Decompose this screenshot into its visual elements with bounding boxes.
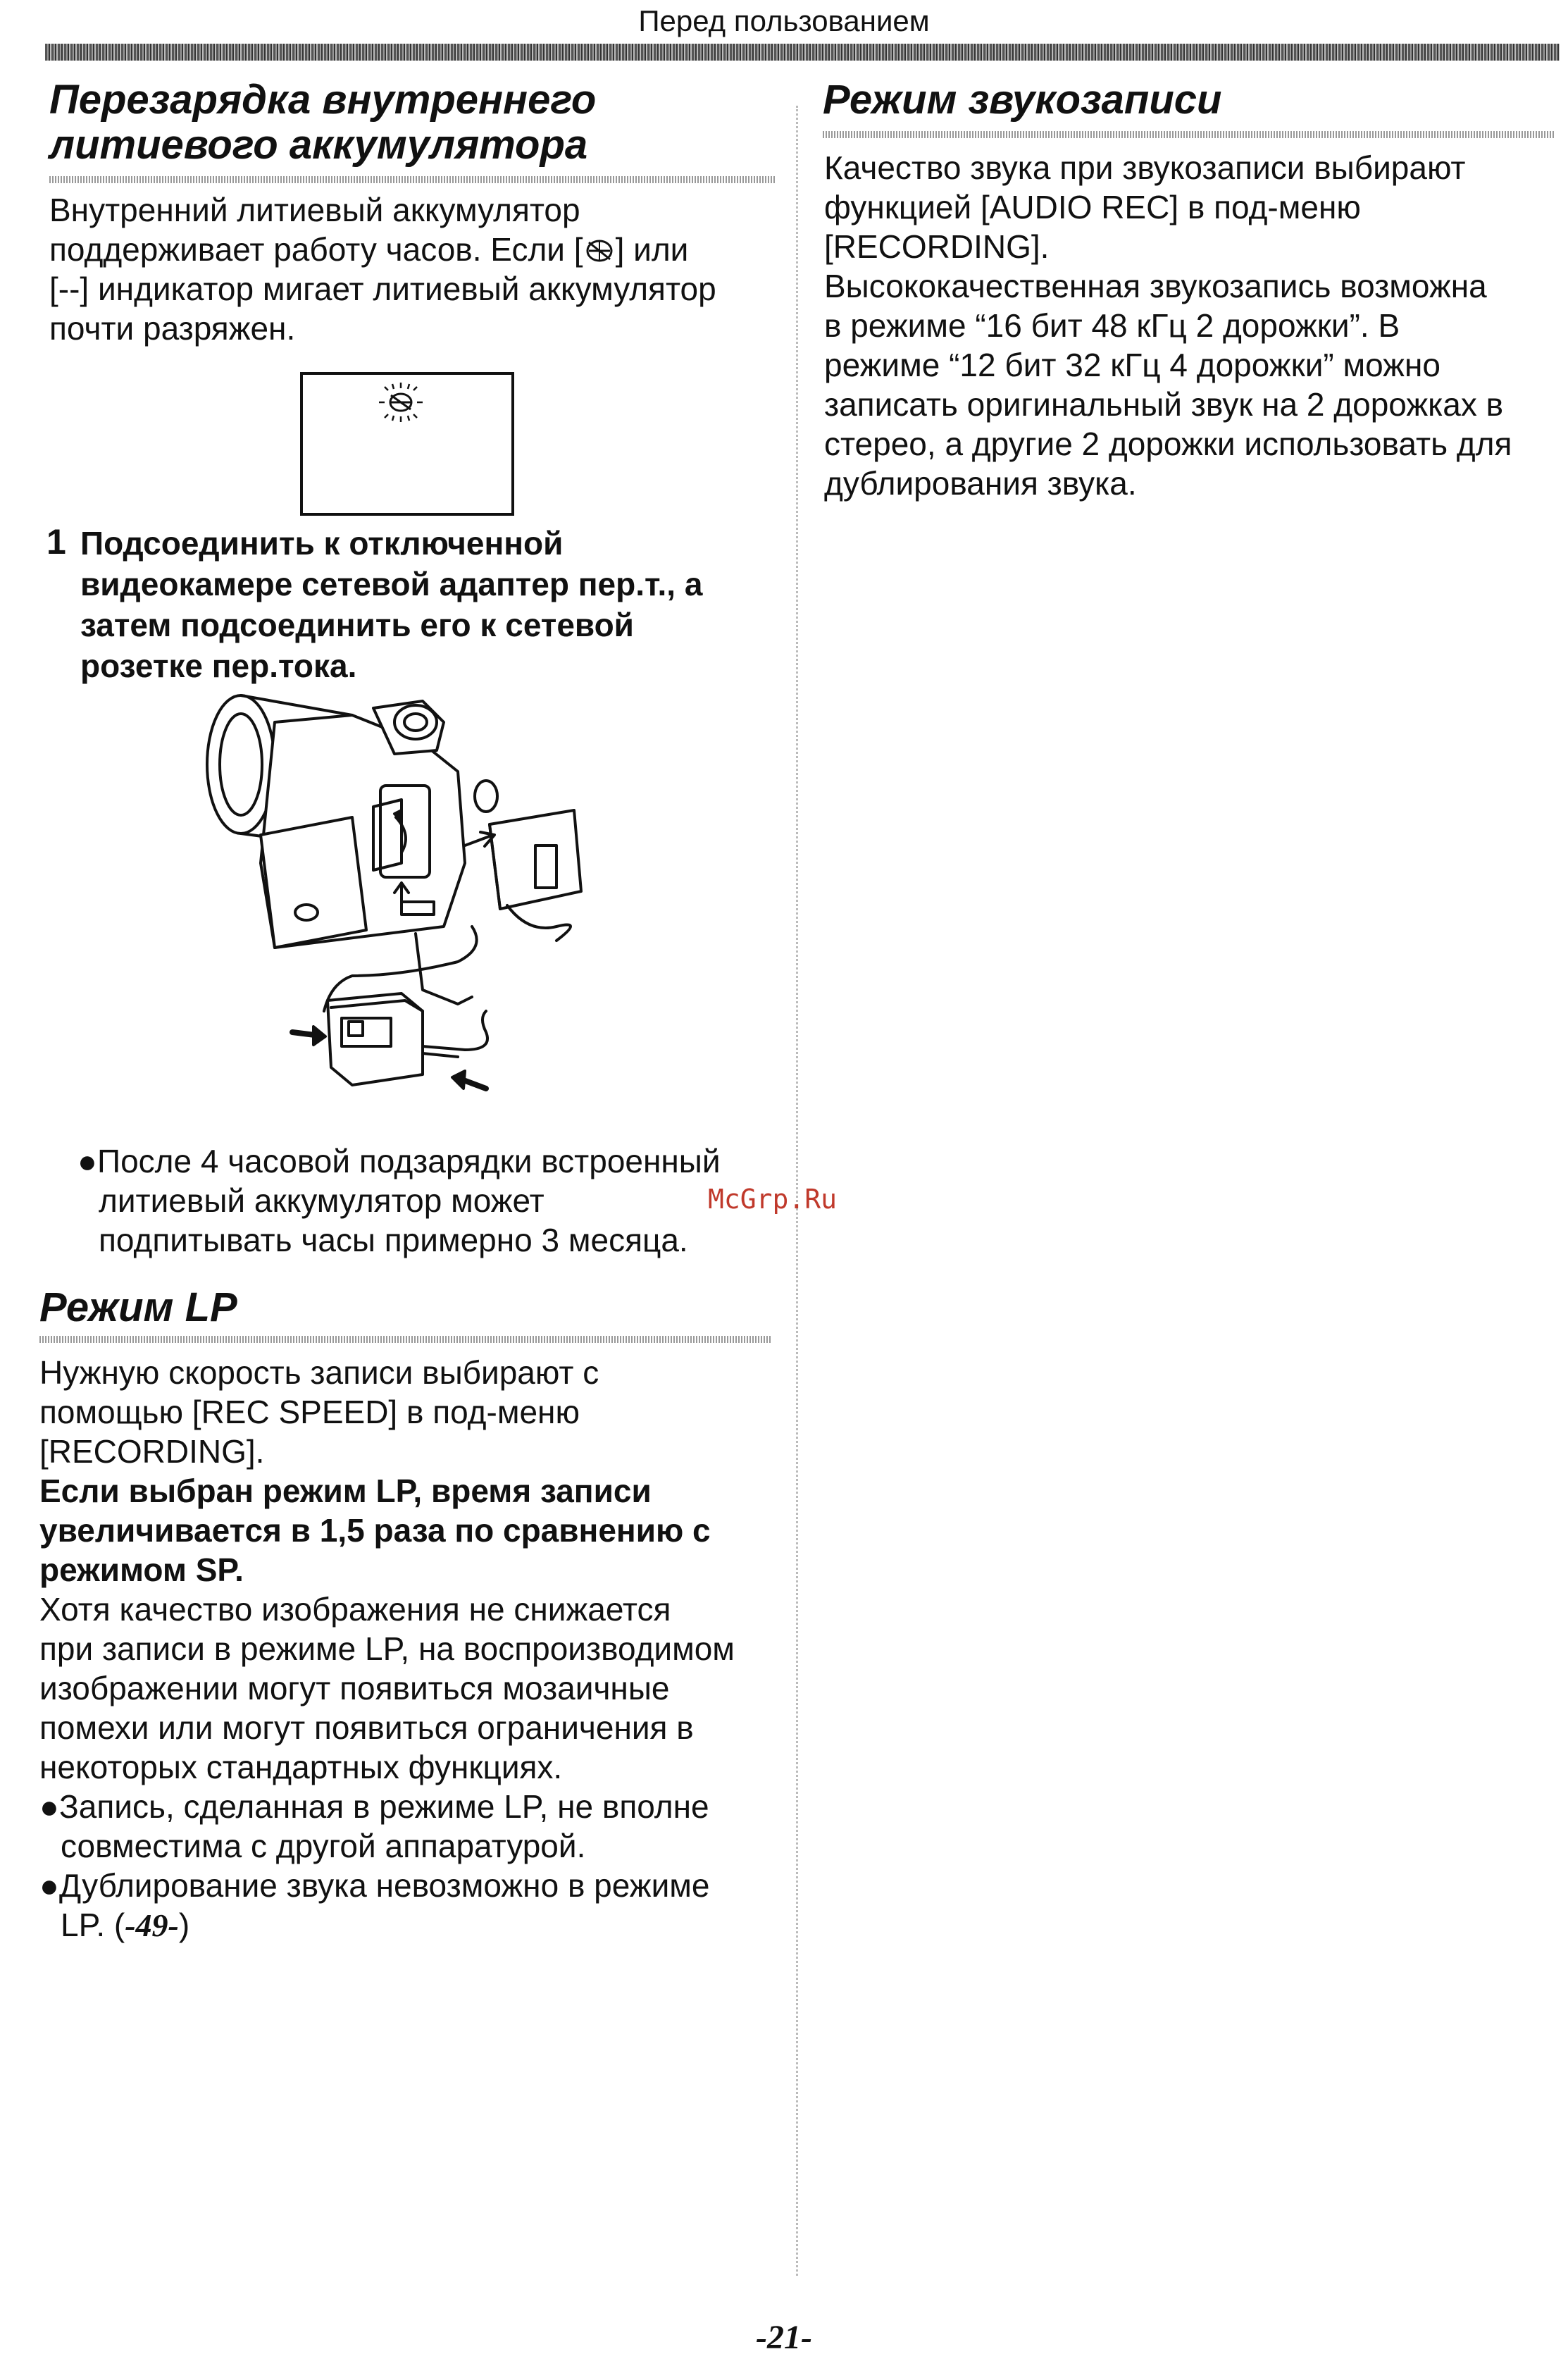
bullet-dot: ● (39, 1867, 59, 1904)
blinking-battery-icon (369, 377, 433, 433)
battery-warning-icon (585, 234, 614, 262)
section-rule (39, 1336, 772, 1343)
battery-intro: Внутренний литиевый аккумулятор поддерживает работу часов. Если [ ] или [--] индикатор мигает литиевый аккумулятор почти разряжен. (49, 192, 716, 347)
bullet-dot: ● (77, 1143, 97, 1179)
watermark: McGrp.Ru (708, 1184, 838, 1215)
page-reference[interactable]: -49- (125, 1907, 179, 1943)
bullet-dot: ● (39, 1788, 59, 1825)
step-instruction: Подсоединить к отключенной видеокамере сетевой адаптер пер.т., а затем подсоединить его к сетевой розетке пер.тока. (80, 525, 703, 684)
running-header: Перед пользованием (638, 4, 930, 37)
audio-body: Качество звука при звукозаписи выбирают функцией [AUDIO REC] в под-меню [RECORDING]. Высококачественная звукозапись возможна в режиме “16 бит 48 кГц 2 дорожки”. В режиме “12 бит 32 кГц 4 дорожки” можно записать оригинальный звук на 2 дорожках в стерео, а другие 2 дорожки использовать для дублирования звука. (824, 149, 1512, 502)
lp-bullet-compat: ●Запись, сделанная в режиме LP, не вполне совместима с другой аппаратурой. (39, 1788, 709, 1864)
step-number: 1 (46, 522, 66, 562)
battery-section-title: Перезарядка внутреннего литиевого аккумулятора (49, 77, 597, 168)
section-rule (49, 176, 775, 183)
lp-body: Нужную скорость записи выбирают с помощью [REC SPEED] в под-меню [RECORDING]. Если выбран режим LP, время записи увеличивается в 1,5 раза по сравнению с режимом SP. Хотя качество изображения не снижается при записи в режиме LP, на воспроизводимом изображении могут появиться мозаичные помехи или могут появиться ограничения в некоторых стандартных функциях. ●Запись, сделанная в режиме LP, не вполне совместима с другой аппаратурой. ●Дублирование звука невозможно в режиме LP. (-49-) (39, 1353, 786, 1945)
battery-note: ●После 4 часовой подзарядки встроенный литиевый аккумулятор может подпитывать часы примерно 3 месяца. (77, 1143, 721, 1258)
camera-adapter-illustration (190, 694, 613, 1131)
lp-bullet-dubbing: ●Дублирование звука невозможно в режиме LP. (-49-) (39, 1867, 710, 1943)
section-rule (823, 131, 1555, 138)
header-rule (45, 44, 1560, 61)
audio-section-title: Режим звукозаписи (823, 77, 1222, 123)
lp-section-title: Режим LP (39, 1284, 237, 1330)
page-number: -21- (756, 2319, 812, 2356)
